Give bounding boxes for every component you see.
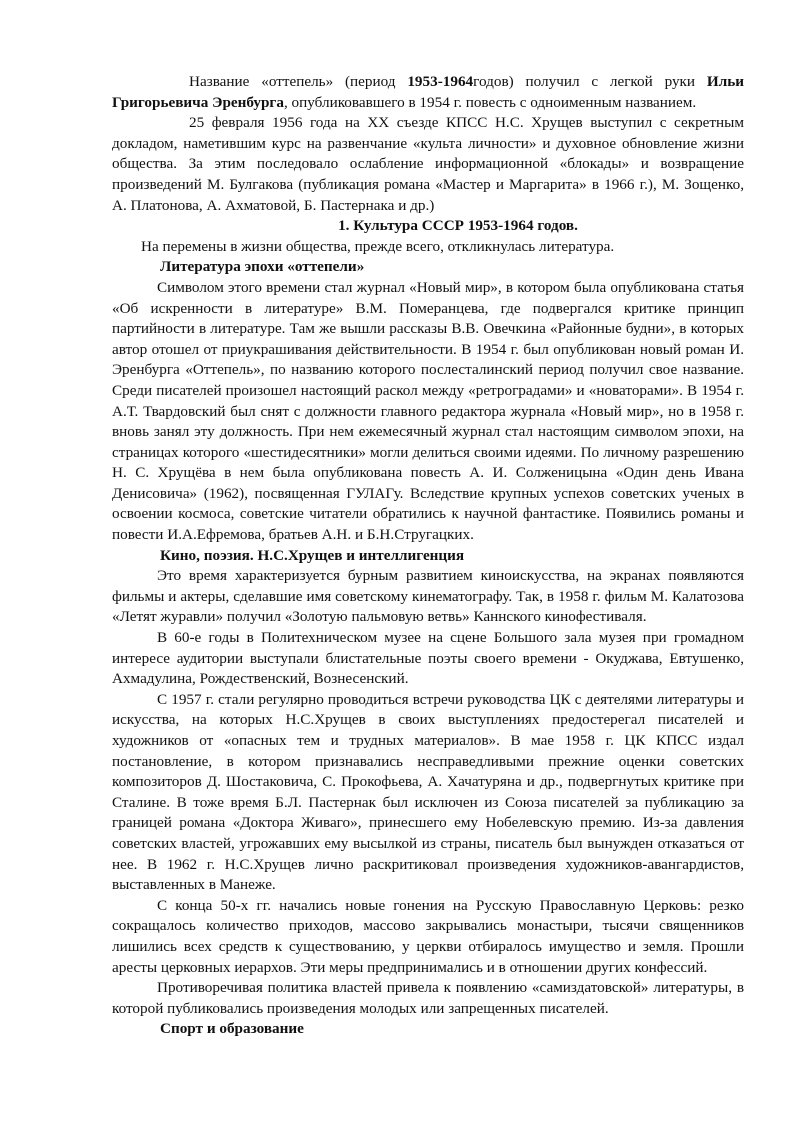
section-title: 1. Культура СССР 1953-1964 годов. bbox=[338, 217, 578, 235]
intro-paragraph-2: 25 февраля 1956 года на XX съезде КПСС Н.С. Хрущев выступил с секретным докладом, наметившим курс на развенчание «культа личности» и духовное обновление жизни общества. За этим последовало ослабление информационной «блокады» и возвращение произведений М. Булгакова (публикация романа «Мастер и Маргарита» в 1966 г.), М. Зощенко, А. Платонова, А. Ахматовой, Б. Пастернака и др.) bbox=[112, 114, 744, 214]
cinema-heading: Кино, поэзия. Н.С.Хрущев и интеллигенция bbox=[160, 546, 465, 564]
section-lead: На перемены в жизни общества, прежде всего, откликнулась литература. bbox=[141, 237, 615, 255]
literature-paragraph: Символом этого времени стал журнал «Новый мир», в котором была опубликована статья «Об искренности в литературе» В.М. Померанцева, где подвергался критике принцип партийности в литературе. Там же вышли рассказы В.В. Овечкина «Районные будни», в которых автор отошел от приукрашивания действительности. В 1954 г. был опубликован новый роман И. Эренбурга «Оттепель», по названию которого послесталинский период получил свое название. Среди писателей произошел настоящий раскол между «ретроградами» и «новаторами». В 1954 г. А.Т. Твардовский был снят с должности главного редактора журнала «Новый мир», но в 1958 г. вновь занял эту должность. При нем ежемесячный журнал стал настоящим символом эпохи, на страницах которого «шестидесятники» могли делиться своими идеями. По личному разрешению Н. С. Хрущёва в нем была опубликована повесть А. И. Солженицына «Один день Ивана Денисовича» (1962), посвященная ГУЛАГу. Вследствие крупных успехов советских ученых в освоении космоса, советские читатели обратились к научной фантастике. Появились романы и повести И.А.Ефремова, братьев А.Н. и Б.Н.Стругацких. bbox=[112, 278, 744, 544]
document-page bbox=[112, 72, 744, 1040]
intro-paragraph-1 bbox=[112, 72, 744, 113]
cinema-paragraph-1: Это время характеризуется бурным развитием киноискусства, на экранах появляются фильмы и актеры, сделавшие имя советскому кинематографу. Так, в 1958 г. фильм М. Калатозова «Летят журавли» получил «Золотую пальмовую ветвь» Каннского кинофестиваля. bbox=[112, 567, 744, 626]
intro-author-name: Ильи Григорьевича Эренбурга bbox=[112, 73, 744, 111]
intro-text-b: годов) получил с легкой руки bbox=[473, 73, 707, 90]
cinema-paragraph-4: С конца 50-х гг. начались новые гонения на Русскую Православную Церковь: резко сокращалось количество приходов, массово закрывались монастыри, тысячи священников лишились всех средств к существованию, у церкви отбиралось имущество и земля. Прошли аресты церковных иерархов. Эти меры предпринимались и в отношении других конфессий. bbox=[112, 896, 744, 976]
intro-text-c: , опубликовавшего в 1954 г. повесть с одноименным названием. bbox=[283, 93, 697, 111]
sport-heading: Спорт и образование bbox=[160, 1020, 304, 1038]
cinema-paragraph-3: С 1957 г. стали регулярно проводиться встречи руководства ЦК с деятелями литературы и искусства, на которых Н.С.Хрущев в своих выступлениях предостерегал писателей и художников от «опасных тем и трудных материалов». В мае 1958 г. ЦК КПСС издал постановление, в котором признавались несправедливыми прежние оценки советских композиторов Д. Шостаковича, С. Прокофьева, А. Хачатуряна и др., подвергнутых критике при Сталине. В тоже время Б.Л. Пастернак был исключен из Союза писателей за публикацию за границей романа «Доктора Живаго», принесшего ему Нобелевскую премию. Из-за давления советских властей, угрожавших ему высылкой из страны, писатель был вынужден отказаться от нее. В 1962 г. Н.С.Хрущев лично раскритиковал произведения художников-авангардистов, выставленных в Манеже. bbox=[112, 690, 744, 894]
cinema-paragraph-2: В 60-е годы в Политехническом музее на сцене Большого зала музея при громадном интересе аудитории выступали блистательные поэты своего времени - Окуджава, Евтушенко, Ахмадулина, Рождественский, Вознесенский. bbox=[112, 629, 744, 688]
intro-period: 1953-1964 bbox=[407, 73, 474, 90]
literature-heading: Литература эпохи «оттепели» bbox=[160, 258, 365, 276]
intro-text-a: Название «оттепель» (период bbox=[189, 73, 408, 90]
cinema-paragraph-5: Противоречивая политика властей привела к появлению «самиздатовской» литературы, в которой публиковались произведения молодых или запрещенных писателей. bbox=[112, 979, 744, 1017]
